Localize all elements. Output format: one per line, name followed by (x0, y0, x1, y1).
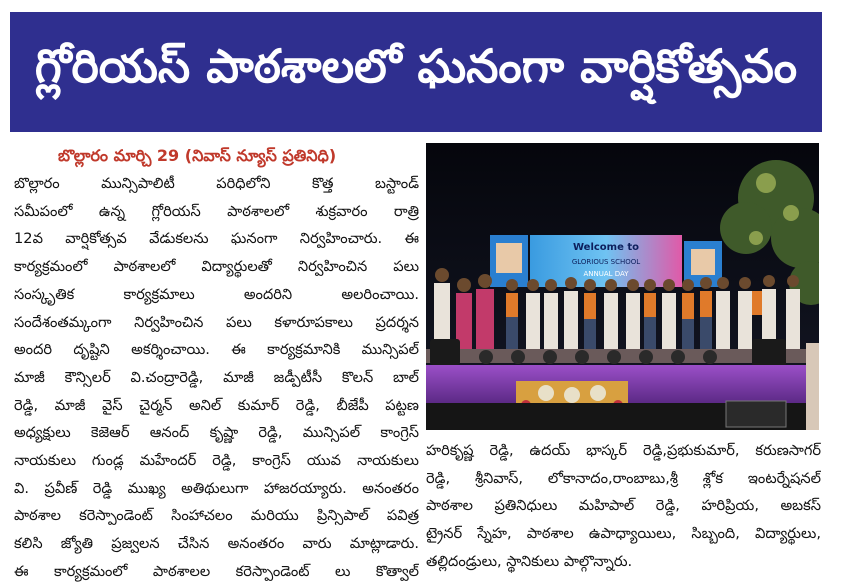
text-line: రెడ్డి, శ్రీనివాస్, లోకానాదం,రాంబాబు,శ్రీ శ్లోక ఇంటర్నేషనల్ (426, 469, 821, 487)
text-line: సంస్కృతిక కార్యక్రమాలు అందరిని అలరించాయి. (14, 285, 419, 303)
headline-banner (10, 12, 822, 132)
headline: గ్లోరియస్ పాఠశాలలో ఘనంగా వార్షికోత్సవం (34, 39, 798, 93)
text-line: హరికృష్ణ రెడ్డి, ఉదయ్ భాస్కర్ రెడ్డి,ప్రభుకుమార్, కరుణసాగర్ (426, 442, 821, 459)
text-line: బొల్లారం మున్సిపాలిటీ పరిధిలోని కొత్త బస్టాండ్ (14, 175, 419, 192)
text-line: పాఠశాల ప్రతినిధులు మహిపాల్ రెడ్డి, హరిప్రియ, అబకస్ (426, 497, 821, 515)
stage-illustration (426, 143, 819, 430)
dateline: బొల్లారం మార్చి 29 (నివాస్ న్యూస్ ప్రతినిధి) (58, 146, 337, 165)
text-line: నాయకులు గుండ్ల మహేందర్ రెడ్డి, కాంగ్రెస్ యువ నాయకులు (14, 452, 419, 470)
text-line: కార్యక్రమంలో పాఠశాలలో విద్యార్థులతో నిర్వహించిన పలు (14, 258, 419, 276)
screen-school-text: GLORIOUS SCHOOL (571, 258, 641, 266)
text-line: 12వ వార్షికోత్సవ వేడుకలను ఘనంగా నిర్వహించారు. ఈ (14, 230, 419, 248)
text-line: కలిసి జ్యోతి ప్రజ్వలన చేసిన అనంతరం వారు మాట్లాడారు. (14, 535, 419, 553)
text-line: తల్లిదండ్రులు, స్థానికులు పాల్గొన్నారు. (426, 552, 633, 570)
text-line: అందరి దృష్టిని అకర్శించాయి. ఈ కార్యక్రమానికి మున్సిపల్ (14, 341, 419, 359)
screen-event-text: ANNUAL DAY (583, 270, 629, 278)
text-line: ట్రైనర్ స్నేహ, పాఠశాల ఉపాధ్యాయిలు, సిబ్బంది, విద్యార్థులు, (426, 525, 821, 543)
text-line: ఈ కార్యక్రమంలో పాఠశాలల కరెస్పాండెంట్ లు కొత్వాల్ (14, 562, 419, 580)
text-line: సందేశంతమ్కంగా నిర్వహించిన పలు కళారూపకాలు ప్రదర్శన (14, 313, 419, 331)
article-bottom-column (426, 437, 821, 576)
text-line: సమీపంలో ఉన్న గ్లోరియస్ పాఠశాలలో శుక్రవారం రాత్రి (14, 202, 419, 220)
screen-welcome-text: Welcome to (572, 242, 640, 253)
text-line: అధ్యక్షులు కెజెఆర్ ఆనంద్ కృష్ణా రెడ్డి, మున్సిపల్ కాంగ్రెస్ (14, 424, 419, 442)
text-line: పాఠశాల కరెస్పాండెంట్ సింహాచలం మరియు ప్రిన్సిపాల్ పవిత్ర (14, 507, 419, 525)
article-left-column (14, 170, 419, 586)
text-line: వి. ప్రవీణ్ రెడ్డి ముఖ్య అతిథులుగా హాజరయ్యారు. అనంతరం (14, 479, 419, 497)
event-photo (426, 143, 819, 430)
text-line: రెడ్డి, మాజీ వైస్ చైర్మన్ అనిల్ కుమార్ రెడ్డి, బీజేపీ పట్టణ (14, 396, 419, 414)
text-line: మాజీ కౌన్సిలర్ వి.చంద్రారెడ్డి, మాజీ జడ్పీటీసీ కొలన్ బాల్ (14, 368, 419, 386)
